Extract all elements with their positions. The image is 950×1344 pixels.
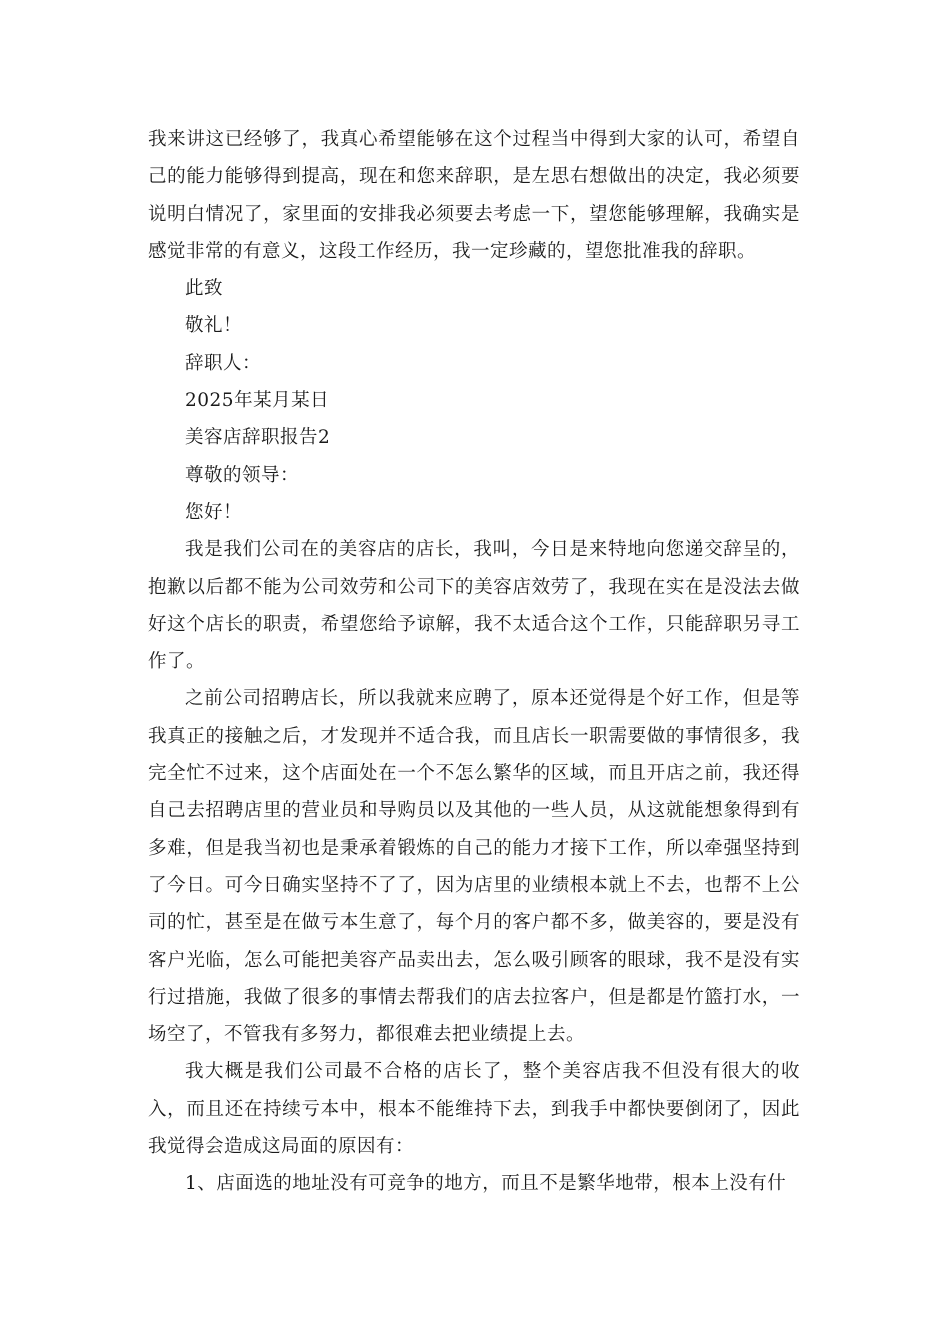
list-item-reason-1: 1、店面选的地址没有可竞争的地方，而且不是繁华地带，根本上没有什 bbox=[185, 1173, 787, 1195]
closing-jingli: 敬礼！ bbox=[185, 315, 243, 337]
document-body bbox=[148, 121, 800, 1203]
paragraph-reasons-intro: 我大概是我们公司最不合格的店长了，整个美容店我不但没有很大的收入，而且还在持续亏本中，根本不能维持下去，到我手中都快要倒闭了，因此我觉得会造成这局面的原因有： bbox=[148, 1061, 800, 1158]
paragraph-background: 之前公司招聘店长，所以我就来应聘了，原本还觉得是个好工作，但是等我真正的接触之后，才发现并不适合我，而且店长一职需要做的事情很多，我完全忙不过来，这个店面处在一个不怎么繁华的区域，而且开店之前，我还得自己去招聘店里的营业员和导购员以及其他的一些人员，从这就能想象得到有多难，但是我当初也是秉承着锻炼的自己的能力才接下工作，所以牵强坚持到了今日。可今日确实坚持不了了，因为店里的业绩根本就上不去，也帮不上公司的忙，甚至是在做亏本生意了，每个月的客户都不多，做美容的，要是没有客户光临，怎么可能把美容产品卖出去，怎么吸引顾客的眼球，我不是没有实行过措施，我做了很多的事情去帮我们的店去拉客户，但是都是竹篮打水，一场空了，不管我有多努力，都很难去把业绩提上去。 bbox=[148, 688, 800, 1046]
paragraph-opening: 我是我们公司在的美容店的店长，我叫，今日是来特地向您递交辞呈的，抱歉以后都不能为公司效劳和公司下的美容店效劳了，我现在实在是没法去做好这个店长的职责，希望您给予谅解，我不太适合这个工作，只能辞职另寻工作了。 bbox=[148, 539, 800, 673]
signature-label: 辞职人： bbox=[185, 352, 262, 374]
greeting: 您好！ bbox=[185, 501, 243, 523]
date-line: 2025年某月某日 bbox=[185, 390, 330, 412]
paragraph-intro: 我来讲这已经够了，我真心希望能够在这个过程当中得到大家的认可，希望自己的能力能够得到提高，现在和您来辞职，是左思右想做出的决定，我必须要说明白情况了，家里面的安排我必须要去考虑一下，望您能够理解，我确实是感觉非常的有意义，这段工作经历，我一定珍藏的，望您批准我的辞职。 bbox=[148, 129, 800, 262]
section-title: 美容店辞职报告2 bbox=[185, 427, 331, 449]
closing-cizhi: 此致 bbox=[185, 278, 224, 300]
salutation: 尊敬的领导： bbox=[185, 464, 300, 486]
